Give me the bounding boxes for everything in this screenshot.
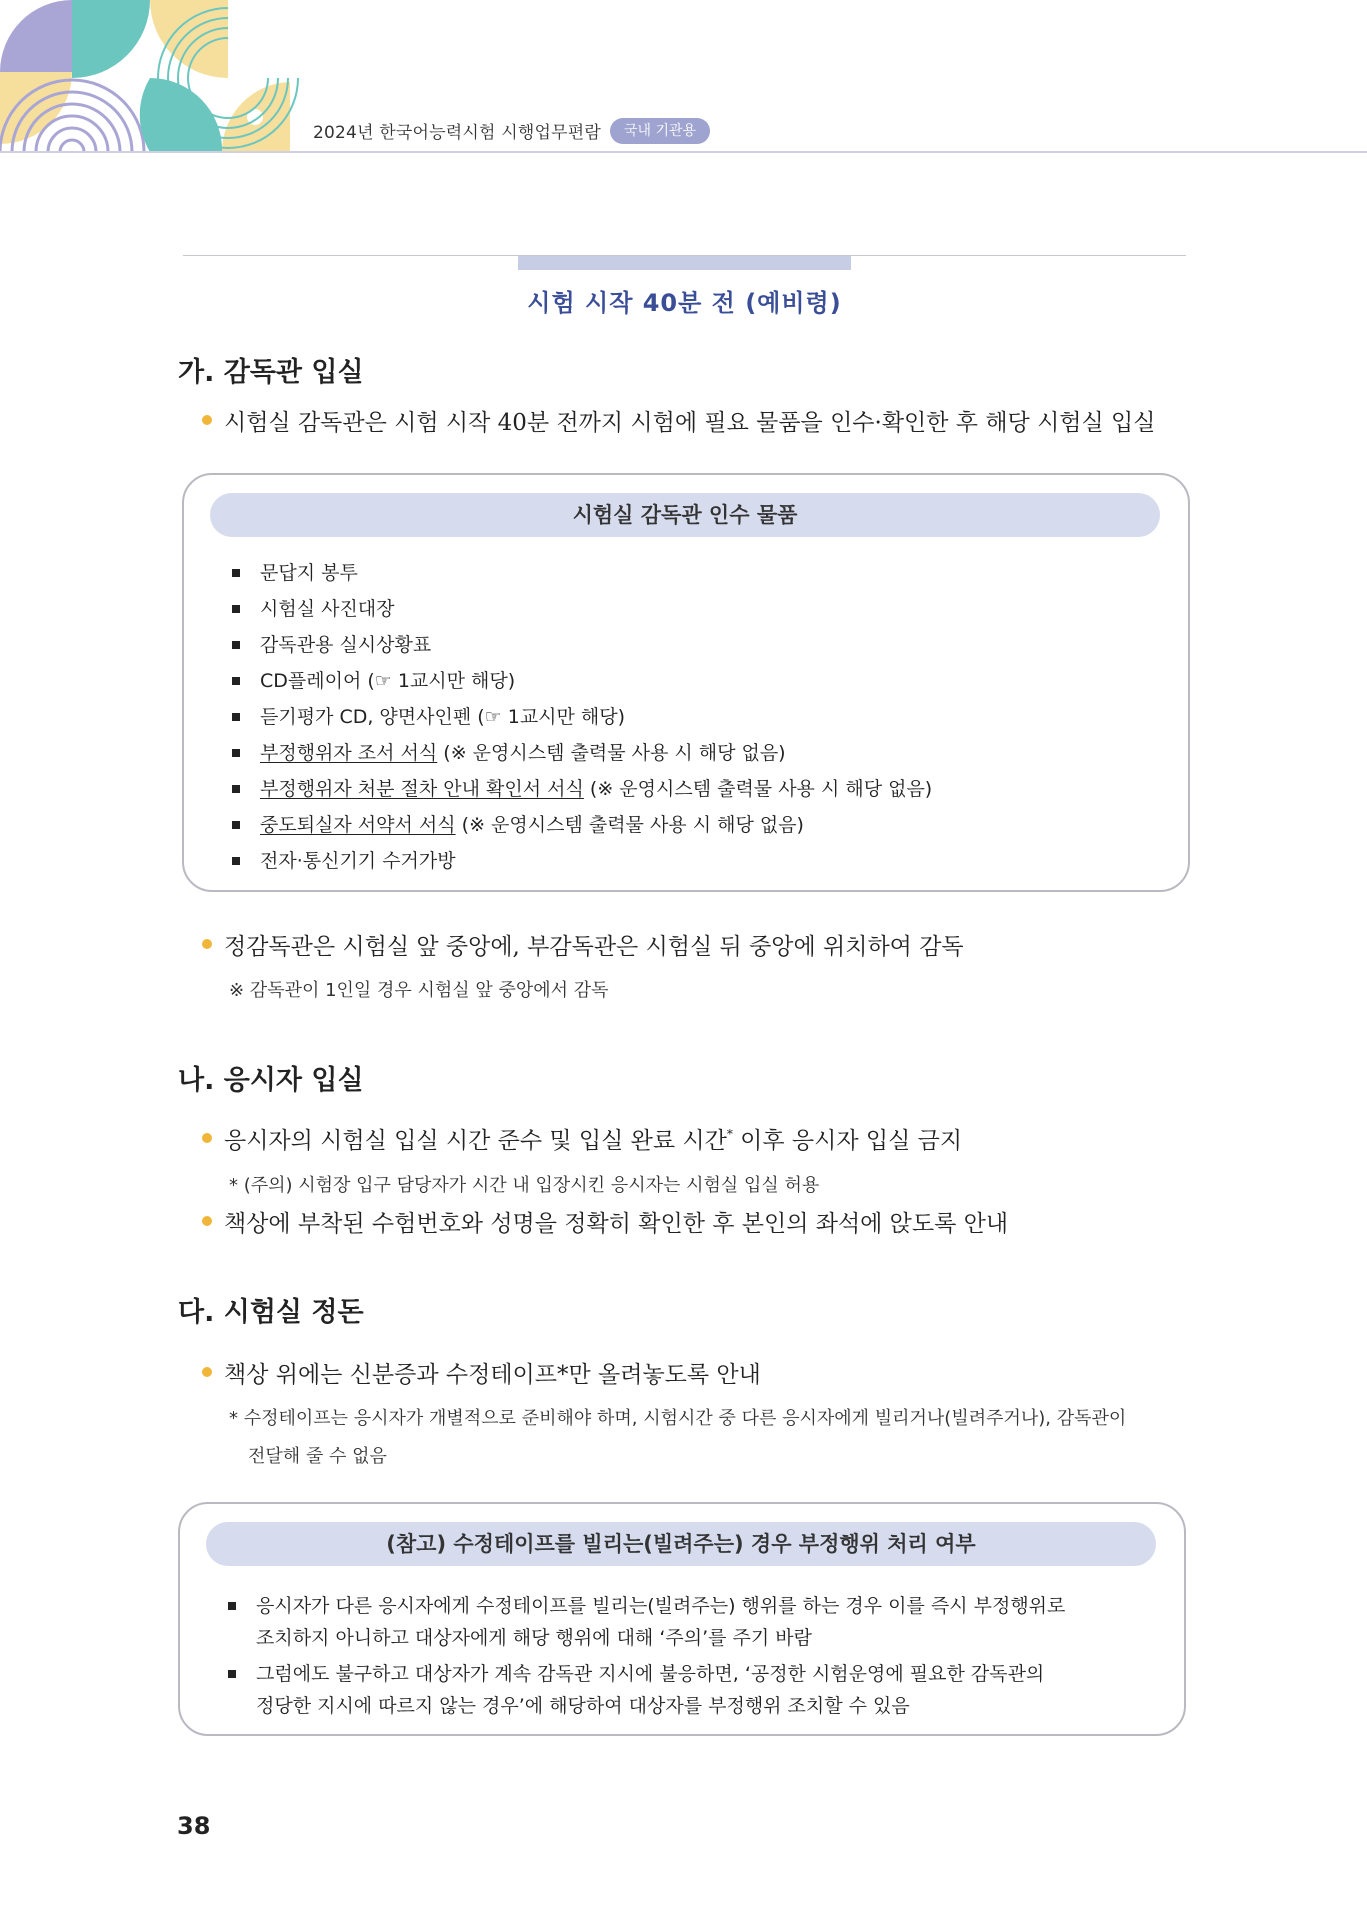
bullet-item bbox=[182, 928, 964, 961]
bullet-text: 책상 위에는 신분증과 수정테이프*만 올려놓도록 안내 bbox=[224, 1362, 761, 1388]
note-text-cont: 전달해 줄 수 없음 bbox=[248, 1446, 387, 1467]
heading-examinee-entry: 나. 응시자 입실 bbox=[178, 1065, 364, 1096]
materials-list-item bbox=[232, 627, 932, 663]
note-text: * (주의) 시험장 입구 담당자가 시간 내 입장시킨 응시자는 시험실 입실 허용 bbox=[229, 1175, 820, 1196]
reference-box-title: (참고) 수정테이프를 빌리는(빌려주는) 경우 부정행위 처리 여부 bbox=[206, 1522, 1156, 1566]
materials-box-title: 시험실 감독관 인수 물품 bbox=[210, 493, 1160, 537]
materials-box bbox=[182, 473, 1190, 892]
square-bullet-icon bbox=[232, 713, 240, 721]
reference-item-line: 그럼에도 불구하고 대상자가 계속 감독관 지시에 불응하면, ‘공정한 시험운영에 필요한 감독관의 bbox=[256, 1663, 1045, 1685]
note-text: ※ 감독관이 1인일 경우 시험실 앞 중앙에서 감독 bbox=[229, 980, 609, 1001]
materials-list-item bbox=[232, 699, 932, 735]
bullet-text: 정감독관은 시험실 앞 중앙에, 부감독관은 시험실 뒤 중앙에 위치하여 감독 bbox=[224, 934, 964, 960]
reference-item bbox=[228, 1658, 1044, 1722]
reference-item-line: 응시자가 다른 응시자에게 수정테이프를 빌리는(빌려주는) 행위를 하는 경우 이를 즉시 부정행위로 bbox=[256, 1595, 1066, 1617]
bullet-dot-icon bbox=[202, 1216, 212, 1226]
bullet-dot-icon bbox=[202, 939, 212, 949]
materials-list-item bbox=[232, 807, 932, 843]
header-decoration-graphic bbox=[0, 0, 300, 152]
bullet-text-cont: 이후 응시자 입실 금지 bbox=[732, 1128, 963, 1154]
square-bullet-icon bbox=[232, 821, 240, 829]
square-bullet-icon bbox=[228, 1670, 236, 1678]
bullet-item bbox=[182, 404, 1155, 437]
section-title: 시험 시작 40분 전 (예비령) bbox=[527, 289, 842, 317]
square-bullet-icon bbox=[232, 749, 240, 757]
document-title: 2024년 한국어능력시험 시행업무편람 bbox=[313, 123, 601, 143]
materials-list-item bbox=[232, 843, 932, 879]
materials-list-item bbox=[232, 771, 932, 807]
bullet-dot-icon bbox=[202, 1133, 212, 1143]
form-link[interactable]: 부정행위자 조서 서식 bbox=[260, 742, 438, 764]
square-bullet-icon bbox=[232, 605, 240, 613]
materials-item-note: (※ 운영시스템 출력물 사용 시 해당 없음) bbox=[583, 778, 933, 800]
bullet-text: 응시자의 시험실 입실 시간 준수 및 입실 완료 시간 bbox=[224, 1128, 727, 1154]
materials-item-text: 듣기평가 CD, 양면사인펜 (☞ 1교시만 해당) bbox=[260, 706, 626, 728]
materials-item-text: 감독관용 실시상황표 bbox=[260, 634, 432, 656]
materials-item-note: (※ 운영시스템 출력물 사용 시 해당 없음) bbox=[437, 742, 786, 764]
header-divider bbox=[0, 151, 1367, 153]
bullet-item bbox=[182, 1122, 962, 1155]
reference-box bbox=[178, 1502, 1186, 1736]
materials-list bbox=[232, 555, 932, 879]
audience-badge: 국내 기관용 bbox=[610, 118, 710, 144]
square-bullet-icon bbox=[232, 857, 240, 865]
reference-item bbox=[228, 1590, 1065, 1654]
materials-item-text: 전자·통신기기 수거가방 bbox=[260, 850, 456, 872]
materials-item-text: 시험실 사진대장 bbox=[260, 598, 395, 620]
bullet-item bbox=[182, 1356, 761, 1389]
bullet-dot-icon bbox=[202, 415, 212, 425]
materials-item-text: CD플레이어 (☞ 1교시만 해당) bbox=[260, 670, 516, 692]
form-link[interactable]: 중도퇴실자 서약서 서식 bbox=[260, 814, 456, 836]
square-bullet-icon bbox=[228, 1602, 236, 1610]
reference-item-line: 조치하지 아니하고 대상자에게 해당 행위에 대해 ‘주의’를 주기 바람 bbox=[256, 1627, 812, 1649]
heading-supervisor-entry: 가. 감독관 입실 bbox=[178, 357, 364, 388]
materials-list-item bbox=[232, 735, 932, 771]
section-tab bbox=[518, 256, 851, 270]
square-bullet-icon bbox=[232, 641, 240, 649]
materials-list-item bbox=[232, 663, 932, 699]
reference-item-line: 정당한 지시에 따르지 않는 경우’에 해당하여 대상자를 부정행위 조치할 수 있음 bbox=[256, 1695, 910, 1717]
bullet-item bbox=[182, 1205, 1008, 1238]
footnote-marker: * bbox=[726, 1127, 733, 1141]
page-number: 38 bbox=[177, 1812, 211, 1840]
square-bullet-icon bbox=[232, 677, 240, 685]
square-bullet-icon bbox=[232, 785, 240, 793]
square-bullet-icon bbox=[232, 569, 240, 577]
form-link[interactable]: 부정행위자 처분 절차 안내 확인서 서식 bbox=[260, 778, 584, 800]
bullet-dot-icon bbox=[202, 1367, 212, 1377]
note-text: * 수정테이프는 응시자가 개별적으로 준비해야 하며, 시험시간 중 다른 응시자에게 빌리거나(빌려주거나), 감독관이 bbox=[229, 1408, 1127, 1429]
materials-list-item bbox=[232, 591, 932, 627]
bullet-text: 책상에 부착된 수험번호와 성명을 정확히 확인한 후 본인의 좌석에 앉도록 안내 bbox=[224, 1211, 1009, 1237]
bullet-text: 시험실 감독관은 시험 시작 40분 전까지 시험에 필요 물품을 인수·확인한 후 해당 시험실 입실 bbox=[224, 410, 1156, 436]
materials-item-note: (※ 운영시스템 출력물 사용 시 해당 없음) bbox=[455, 814, 804, 836]
materials-item-text: 문답지 봉투 bbox=[260, 562, 358, 584]
heading-room-arrangement: 다. 시험실 정돈 bbox=[178, 1297, 364, 1328]
materials-list-item bbox=[232, 555, 932, 591]
